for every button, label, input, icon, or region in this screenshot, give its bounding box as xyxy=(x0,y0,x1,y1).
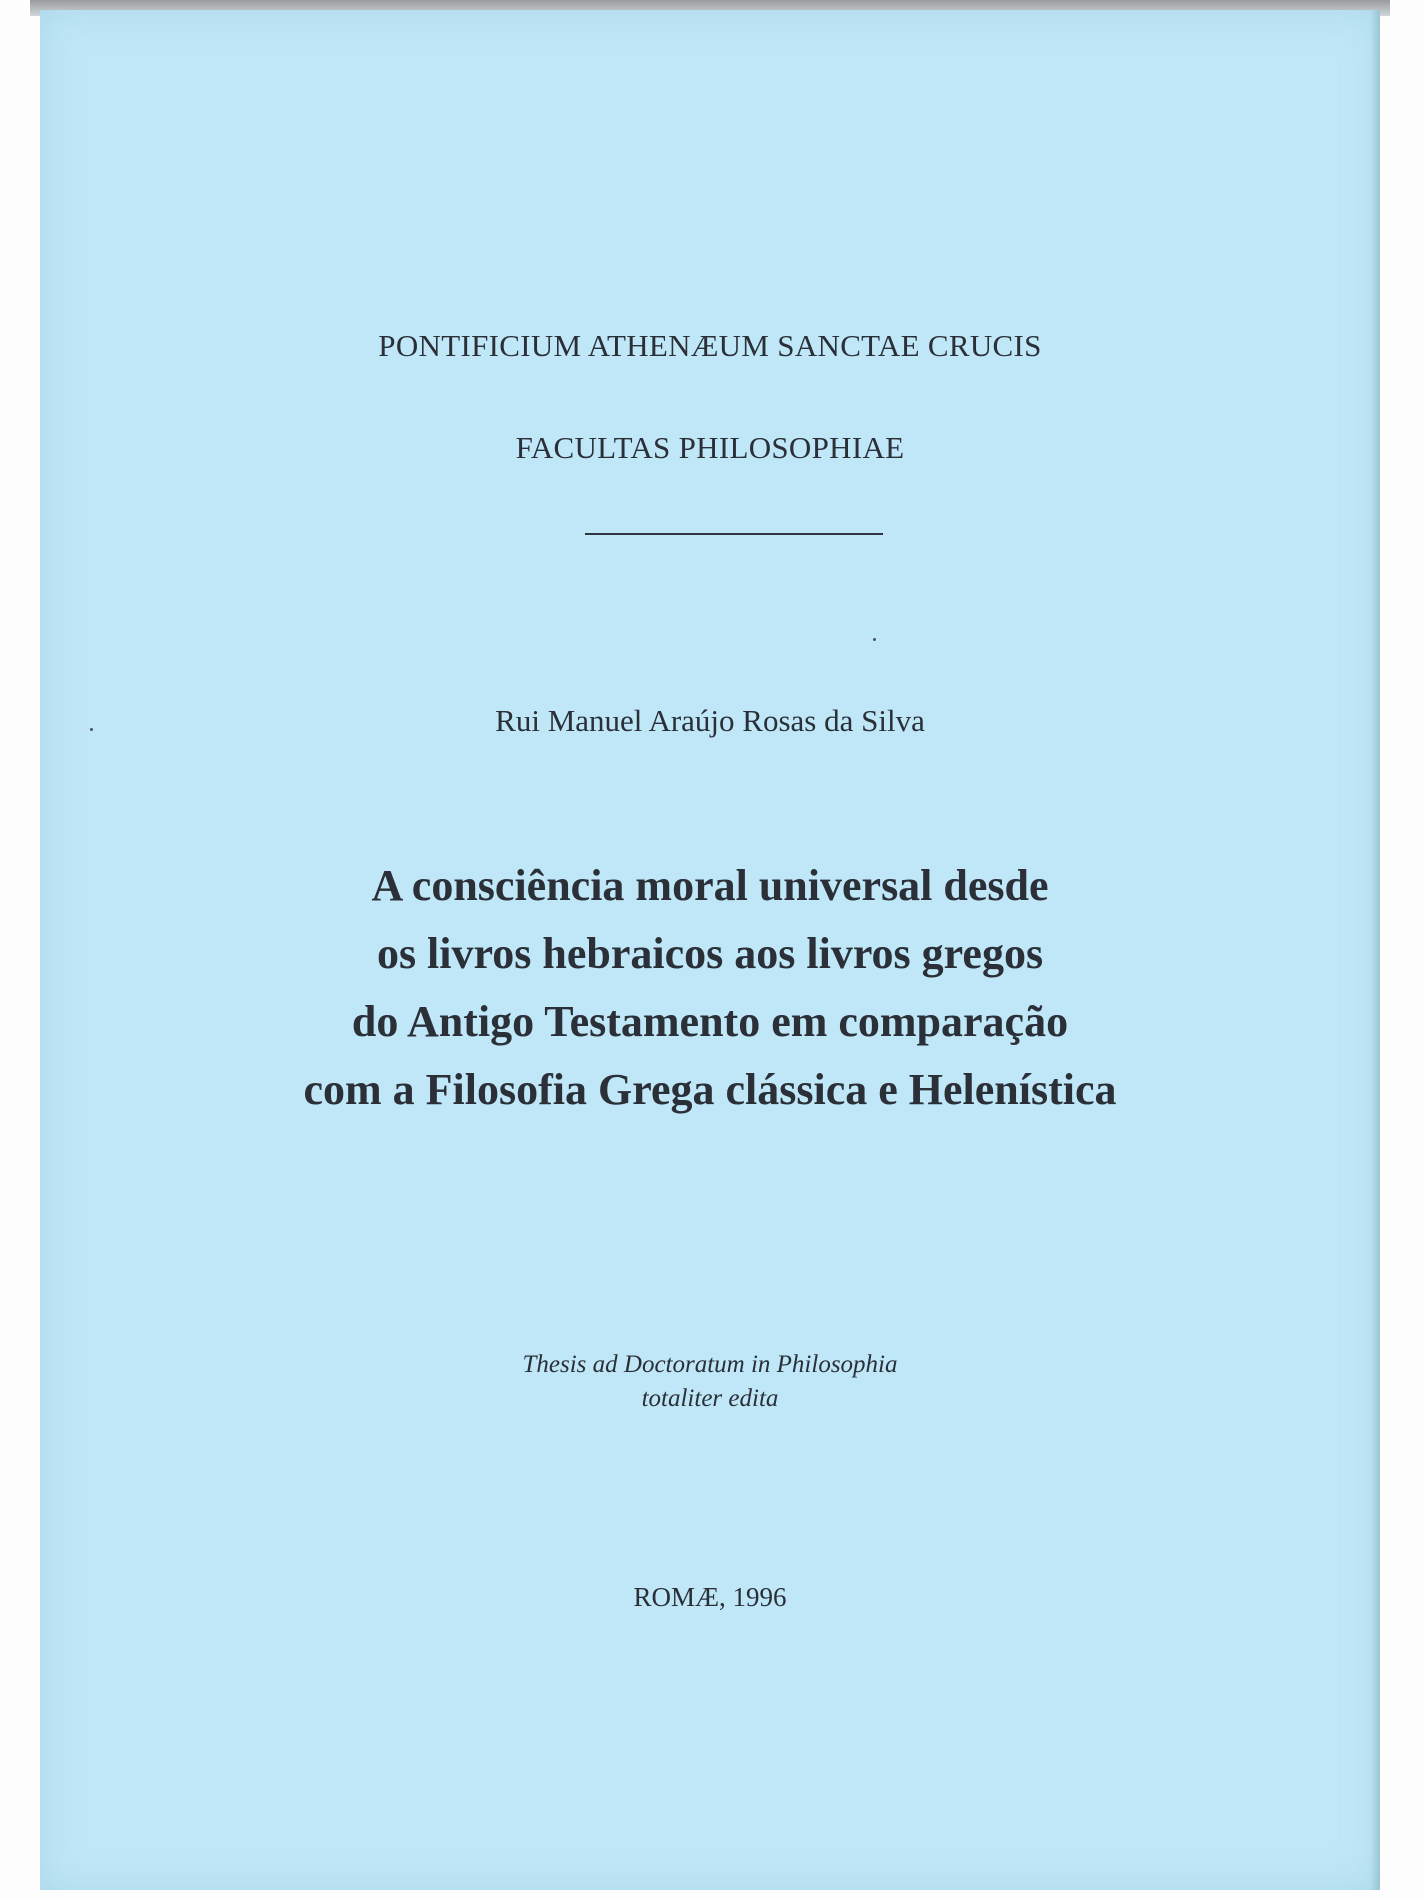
thesis-note xyxy=(40,1348,1380,1416)
place-and-year: ROMÆ, 1996 xyxy=(633,1582,787,1612)
paper-speck xyxy=(873,638,876,641)
paper-speck xyxy=(90,728,93,731)
thesis-note-line: totaliter edita xyxy=(641,1385,779,1412)
title-line: do Antigo Testamento em comparação xyxy=(351,997,1069,1046)
title-line: A consciência moral universal desde xyxy=(371,861,1049,910)
divider-rule xyxy=(585,533,883,535)
author-name: Rui Manuel Araújo Rosas da Silva xyxy=(495,703,925,738)
institution-name: PONTIFICIUM ATHENÆUM SANCTAE CRUCIS xyxy=(378,328,1042,363)
thesis-title xyxy=(40,852,1380,1124)
title-line: os livros hebraicos aos livros gregos xyxy=(376,929,1044,978)
book-cover xyxy=(40,10,1380,1890)
title-line: com a Filosofia Grega clássica e Helenística xyxy=(303,1065,1117,1114)
faculty-name: FACULTAS PHILOSOPHIAE xyxy=(515,430,905,465)
thesis-note-line: Thesis ad Doctoratum in Philosophia xyxy=(522,1351,898,1378)
